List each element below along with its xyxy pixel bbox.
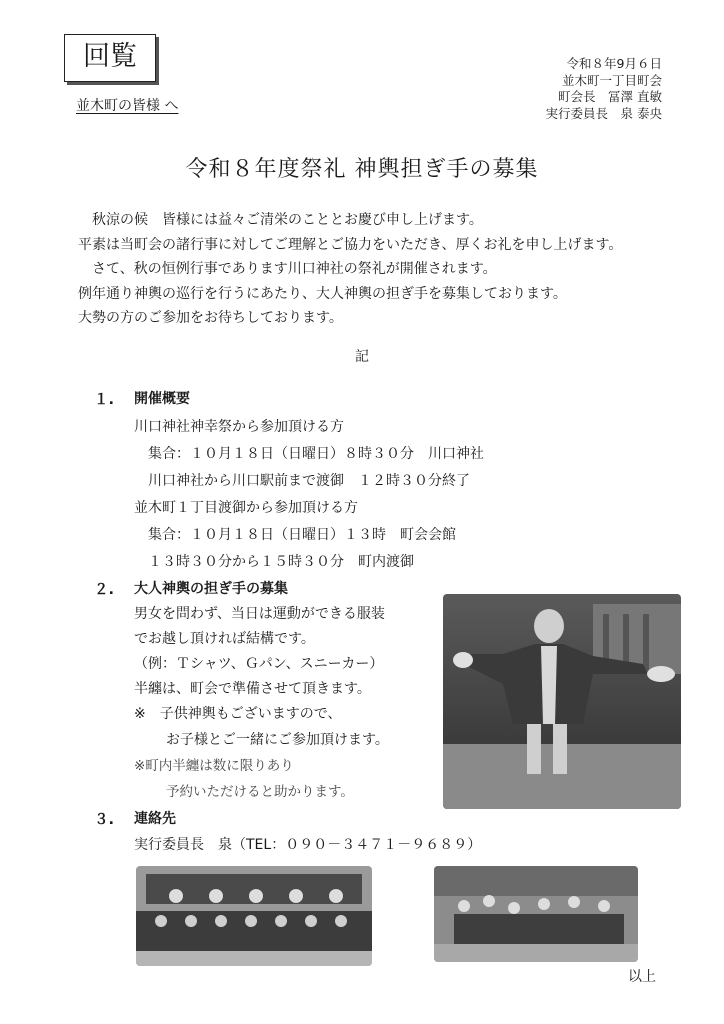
section1-line: 川口神社から川口駅前まで渡御 １２時３０分終了 xyxy=(148,473,470,489)
section2-heading: 大人神輿の担ぎ手の募集 xyxy=(134,581,288,597)
kairan-box: 回覧 xyxy=(64,34,156,82)
section2-line: 男女を問わず、当日は運動ができる服装 xyxy=(134,606,385,622)
section2-note: 予約いただけると助かります。 xyxy=(166,784,354,800)
section1-heading: 開催概要 xyxy=(134,391,190,407)
sender-block xyxy=(546,56,662,122)
ki-mark: 記 xyxy=(355,349,369,365)
chairman: 町会長 冨澤 直敏 xyxy=(558,89,662,104)
intro-line: 秋涼の候 皆様には益々ご清栄のこととお慶び申し上げます。 xyxy=(78,212,483,228)
contact-line: 実行委員長 泉（TEL：０９０－３４７１－９６８９） xyxy=(134,837,482,853)
section1-line: 集合：１０月１８日（日曜日）８時３０分 川口神社 xyxy=(148,446,484,462)
date: 令和８年9月６日 xyxy=(566,56,662,71)
intro-line: 大勢の方のご参加をお待ちしております。 xyxy=(78,310,343,327)
section1-line: 並木町１丁目渡御から参加頂ける方 xyxy=(134,500,358,516)
page-title: 令和８年度祭礼 神輿担ぎ手の募集 xyxy=(185,157,539,182)
section1-number: １. xyxy=(94,392,115,408)
section2-line: お子様とご一緒にご参加頂けます。 xyxy=(166,732,389,748)
procession-photo xyxy=(434,866,638,962)
dancer-photo xyxy=(443,594,681,809)
group-photo xyxy=(136,866,372,966)
closing-mark: 以上 xyxy=(628,969,656,985)
section2-line: 半纏は、町会で準備させて頂きます。 xyxy=(134,681,371,697)
section1-line: １３時３０分から１５時３０分 町内渡御 xyxy=(148,554,414,570)
intro-line: 平素は当町会の諸行事に対してご理解とご協力をいただき、厚くお礼を申し上げます。 xyxy=(78,236,623,253)
addressee: 並木町の皆様 へ xyxy=(76,98,179,114)
section3-number: ３. xyxy=(94,812,115,828)
section2-line: ※ 子供神輿もございますので、 xyxy=(134,706,342,722)
organization: 並木町一丁目町会 xyxy=(561,72,662,88)
section3-heading: 連絡先 xyxy=(134,811,176,827)
section1-line: 集合：１０月１８日（日曜日）１３時 町会会館 xyxy=(148,527,456,543)
section2-note: ※町内半纏は数に限りあり xyxy=(134,758,294,774)
section2-number: ２. xyxy=(94,582,115,598)
committee-chair: 実行委員長 泉 泰央 xyxy=(545,105,662,121)
section1-line: 川口神社神幸祭から参加頂ける方 xyxy=(134,419,344,435)
section2-line: （例：Ｔシャツ、Ｇパン、スニーカー） xyxy=(134,656,384,672)
section2-line: でお越し頂ければ結構です。 xyxy=(134,631,315,647)
intro-line: さて、秋の恒例行事であります川口神社の祭礼が開催されます。 xyxy=(78,261,497,278)
intro-text xyxy=(78,208,622,331)
intro-line: 例年通り神輿の巡行を行うにあたり、大人神輿の担ぎ手を募集しております。 xyxy=(78,285,567,302)
